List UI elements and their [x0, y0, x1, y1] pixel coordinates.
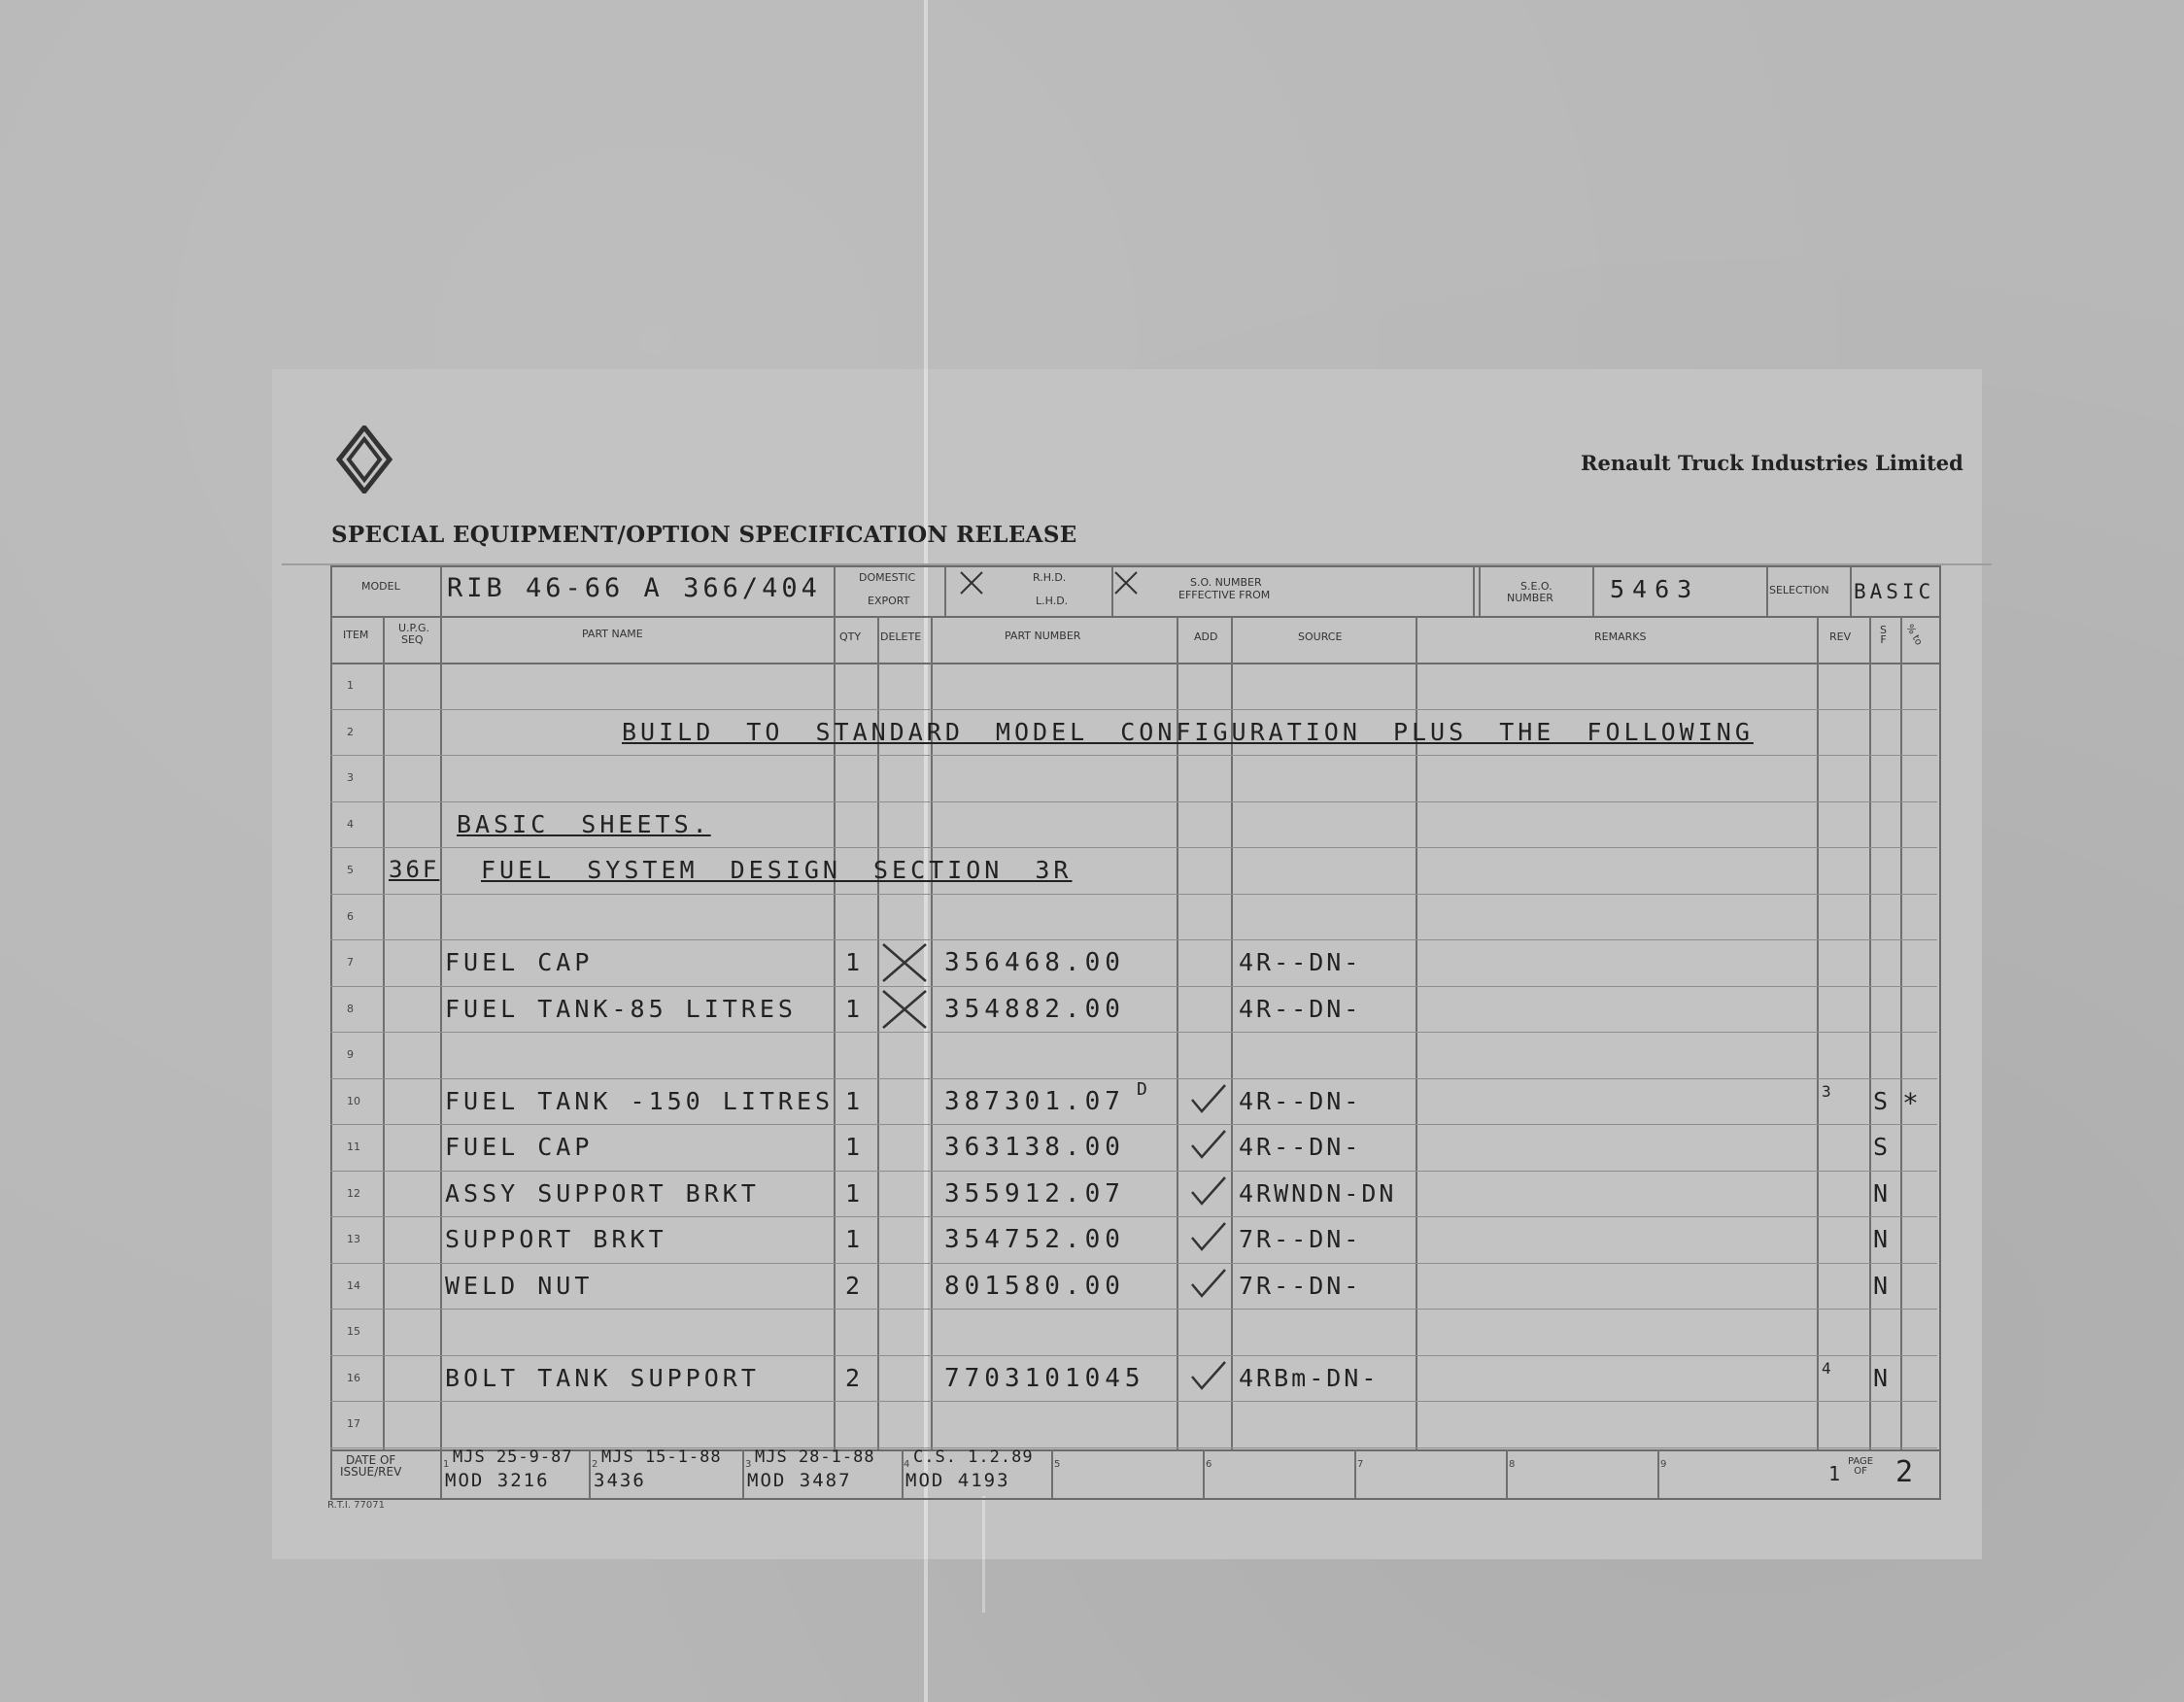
revision-slot-number: 7 [1357, 1459, 1364, 1470]
sf-code: N [1873, 1225, 1892, 1254]
part-name: FUEL CAP [445, 948, 594, 977]
add-check-icon [1189, 1267, 1228, 1302]
rhd-label: R.H.D. [1033, 571, 1067, 584]
row-number: 7 [347, 956, 354, 970]
row-rule [330, 801, 1937, 802]
source-code: 4R--DN- [1239, 948, 1362, 977]
footer-divider [332, 1449, 1939, 1451]
col-qty: QTY [839, 630, 862, 643]
renault-logo-icon [335, 426, 393, 494]
header-separator [1850, 567, 1852, 616]
revision-number: 3 [1822, 1081, 1834, 1101]
col-remarks: REMARKS [1594, 630, 1647, 643]
date-of-issue-label: DATE OF ISSUE/REV [340, 1453, 402, 1479]
sf-code: S [1873, 1086, 1892, 1115]
add-check-icon [1189, 1128, 1228, 1163]
footer-separator [1203, 1449, 1205, 1498]
col-add: ADD [1194, 630, 1218, 643]
row-rule [330, 1032, 1937, 1033]
col-item: ITEM [343, 629, 369, 641]
delete-mark-icon [880, 988, 929, 1031]
row-number: 13 [347, 1233, 360, 1246]
add-check-icon [1189, 1174, 1228, 1209]
seo-label: S.E.O. [1520, 580, 1553, 593]
revision-mod: MOD 3216 [445, 1470, 550, 1491]
revision-slot-number: 3 [745, 1459, 752, 1470]
col-seq: SEQ [401, 633, 424, 646]
source-code: 4RWNDN-DN [1239, 1178, 1397, 1208]
page-total: 2 [1895, 1455, 1918, 1489]
lhd-label: L.H.D. [1036, 595, 1069, 607]
part-number: 355912.07 [944, 1178, 1125, 1208]
row-rule [330, 1216, 1937, 1217]
row-number: 8 [347, 1002, 354, 1015]
domestic-label: DOMESTIC [859, 571, 916, 584]
sf-code: N [1873, 1271, 1892, 1300]
flag-mark: * [1902, 1086, 1922, 1119]
part-name: FUEL CAP [445, 1133, 594, 1162]
footer-separator [902, 1449, 904, 1498]
selection-label: SELECTION [1769, 584, 1829, 596]
col-rev: REV [1829, 630, 1852, 643]
footer-separator [1506, 1449, 1508, 1498]
part-number: 801580.00 [944, 1271, 1125, 1301]
revision-slot-number: 4 [904, 1459, 910, 1470]
col-delete: DELETE [880, 630, 922, 643]
header-separator [1479, 567, 1481, 616]
company-name: Renault Truck Industries Limited [1581, 451, 1963, 475]
footer-separator [1657, 1449, 1659, 1498]
row-number: 12 [347, 1186, 360, 1200]
form-code: R.T.I. 77071 [327, 1500, 385, 1511]
seo-number: 5463 [1610, 575, 1700, 603]
row-rule [330, 1078, 1937, 1079]
row-number: 15 [347, 1325, 360, 1339]
col-upg: U.P.G. [398, 622, 429, 634]
revision-mod: MOD 4193 [905, 1470, 1010, 1491]
add-check-icon [1189, 1359, 1228, 1394]
source-code: 4RBm-DN- [1239, 1363, 1380, 1392]
revision-number: 4 [1822, 1358, 1834, 1378]
quantity: 1 [845, 1225, 864, 1254]
row-rule [330, 755, 1937, 756]
part-number: 387301.07 [944, 1086, 1125, 1116]
header-separator [1473, 567, 1475, 616]
revision-slot-number: 6 [1206, 1459, 1212, 1470]
source-code: 4R--DN- [1239, 1086, 1362, 1115]
row-number: 10 [347, 1094, 360, 1107]
footer-separator [440, 1449, 442, 1498]
quantity: 1 [845, 948, 864, 977]
col-extra: % to [1903, 623, 1925, 648]
part-number-suffix: D [1137, 1078, 1150, 1100]
scan-scratch [982, 1496, 985, 1613]
selection-value: BASIC [1854, 580, 1935, 603]
footer-separator [742, 1449, 744, 1498]
effective-from-label: EFFECTIVE FROM [1178, 589, 1271, 601]
col-part-name: PART NAME [582, 628, 643, 640]
quantity: 1 [845, 1086, 864, 1115]
row-rule [330, 1401, 1937, 1402]
quantity: 2 [845, 1271, 864, 1300]
quantity: 1 [845, 994, 864, 1023]
delete-mark-icon [880, 941, 929, 984]
source-code: 7R--DN- [1239, 1271, 1362, 1300]
revision-slot-number: 8 [1509, 1459, 1516, 1470]
model-label: MODEL [361, 580, 400, 593]
revision-entry: MJS 28-1-88 [755, 1447, 875, 1467]
row-number: 1 [347, 679, 354, 692]
row-number: 9 [347, 1048, 354, 1062]
header-separator [1766, 567, 1768, 616]
row-rule [330, 1124, 1937, 1125]
revision-slot-number: 2 [592, 1459, 598, 1470]
export-label: EXPORT [868, 595, 910, 607]
add-check-icon [1189, 1082, 1228, 1117]
section-note: BASIC SHEETS. [457, 809, 711, 838]
col-sf: S F [1880, 624, 1887, 646]
page-number: 1 [1828, 1462, 1845, 1485]
row-number: 2 [347, 725, 354, 738]
domestic-checkbox-mark [958, 569, 985, 596]
footer-separator [1354, 1449, 1356, 1498]
quantity: 2 [845, 1363, 864, 1392]
col-source: SOURCE [1298, 630, 1343, 643]
quantity: 1 [845, 1178, 864, 1208]
header-separator [1592, 567, 1594, 616]
part-number: 356468.00 [944, 948, 1125, 978]
footer-separator [589, 1449, 591, 1498]
row-number: 6 [347, 909, 354, 923]
upg-seq-value: 36F [389, 856, 440, 884]
col-part-number: PART NUMBER [1005, 630, 1081, 642]
source-code: 4R--DN- [1239, 1133, 1362, 1162]
row-number: 16 [347, 1371, 360, 1384]
row-number: 11 [347, 1140, 360, 1154]
row-number: 3 [347, 771, 354, 785]
row-rule [330, 986, 1937, 987]
column-header-divider [332, 663, 1939, 664]
part-name: BOLT TANK SUPPORT [445, 1363, 760, 1392]
part-number: 7703101045 [944, 1363, 1145, 1393]
sf-code: N [1873, 1178, 1892, 1208]
source-code: 7R--DN- [1239, 1225, 1362, 1254]
number-label: NUMBER [1507, 592, 1553, 604]
row-number: 17 [347, 1417, 360, 1431]
quantity: 1 [845, 1133, 864, 1162]
row-rule [330, 1355, 1937, 1356]
page-label: PAGE OF [1848, 1456, 1874, 1477]
part-number: 363138.00 [944, 1133, 1125, 1163]
row-rule [330, 1309, 1937, 1310]
revision-entry: C.S. 1.2.89 [913, 1447, 1034, 1467]
row-rule [330, 709, 1937, 710]
footer-separator [1051, 1449, 1053, 1498]
row-rule [330, 1263, 1937, 1264]
sf-code: N [1873, 1363, 1892, 1392]
part-name: WELD NUT [445, 1271, 594, 1300]
revision-slot-number: 9 [1660, 1459, 1667, 1470]
row-number: 4 [347, 817, 354, 831]
section-note: BUILD TO STANDARD MODEL CONFIGURATION PLUS THE FOLLOWING [622, 717, 1754, 746]
sf-code: S [1873, 1133, 1892, 1162]
row-number: 5 [347, 864, 354, 877]
row-rule [330, 847, 1937, 848]
page-title: SPECIAL EQUIPMENT/OPTION SPECIFICATION RELEASE [331, 522, 1077, 548]
model-value: RIB 46-66 A 366/404 [447, 573, 821, 603]
part-name: FUEL TANK-85 LITRES [445, 994, 797, 1023]
part-name: SUPPORT BRKT [445, 1225, 667, 1254]
part-number: 354752.00 [944, 1225, 1125, 1255]
header-separator [834, 567, 836, 616]
header-separator [440, 567, 442, 616]
part-number: 354882.00 [944, 994, 1125, 1024]
revision-mod: 3436 [594, 1470, 646, 1491]
header-divider [332, 616, 1939, 618]
part-name: FUEL TANK -150 LITRES [445, 1086, 835, 1115]
add-check-icon [1189, 1220, 1228, 1255]
row-rule [330, 1171, 1937, 1172]
source-code: 4R--DN- [1239, 994, 1362, 1023]
row-rule [330, 894, 1937, 895]
revision-entry: MJS 15-1-88 [601, 1447, 722, 1467]
revision-mod: MOD 3487 [747, 1470, 852, 1491]
part-name: ASSY SUPPORT BRKT [445, 1178, 760, 1208]
row-number: 14 [347, 1278, 360, 1292]
revision-slot-number: 5 [1054, 1459, 1061, 1470]
section-note: FUEL SYSTEM DESIGN SECTION 3R [481, 856, 1073, 885]
header-separator [944, 567, 946, 616]
so-number-label: S.O. NUMBER [1190, 576, 1262, 589]
revision-entry: MJS 25-9-87 [453, 1447, 573, 1467]
row-rule [330, 939, 1937, 940]
rhd-checkbox-mark [1112, 569, 1140, 596]
revision-slot-number: 1 [443, 1459, 450, 1470]
